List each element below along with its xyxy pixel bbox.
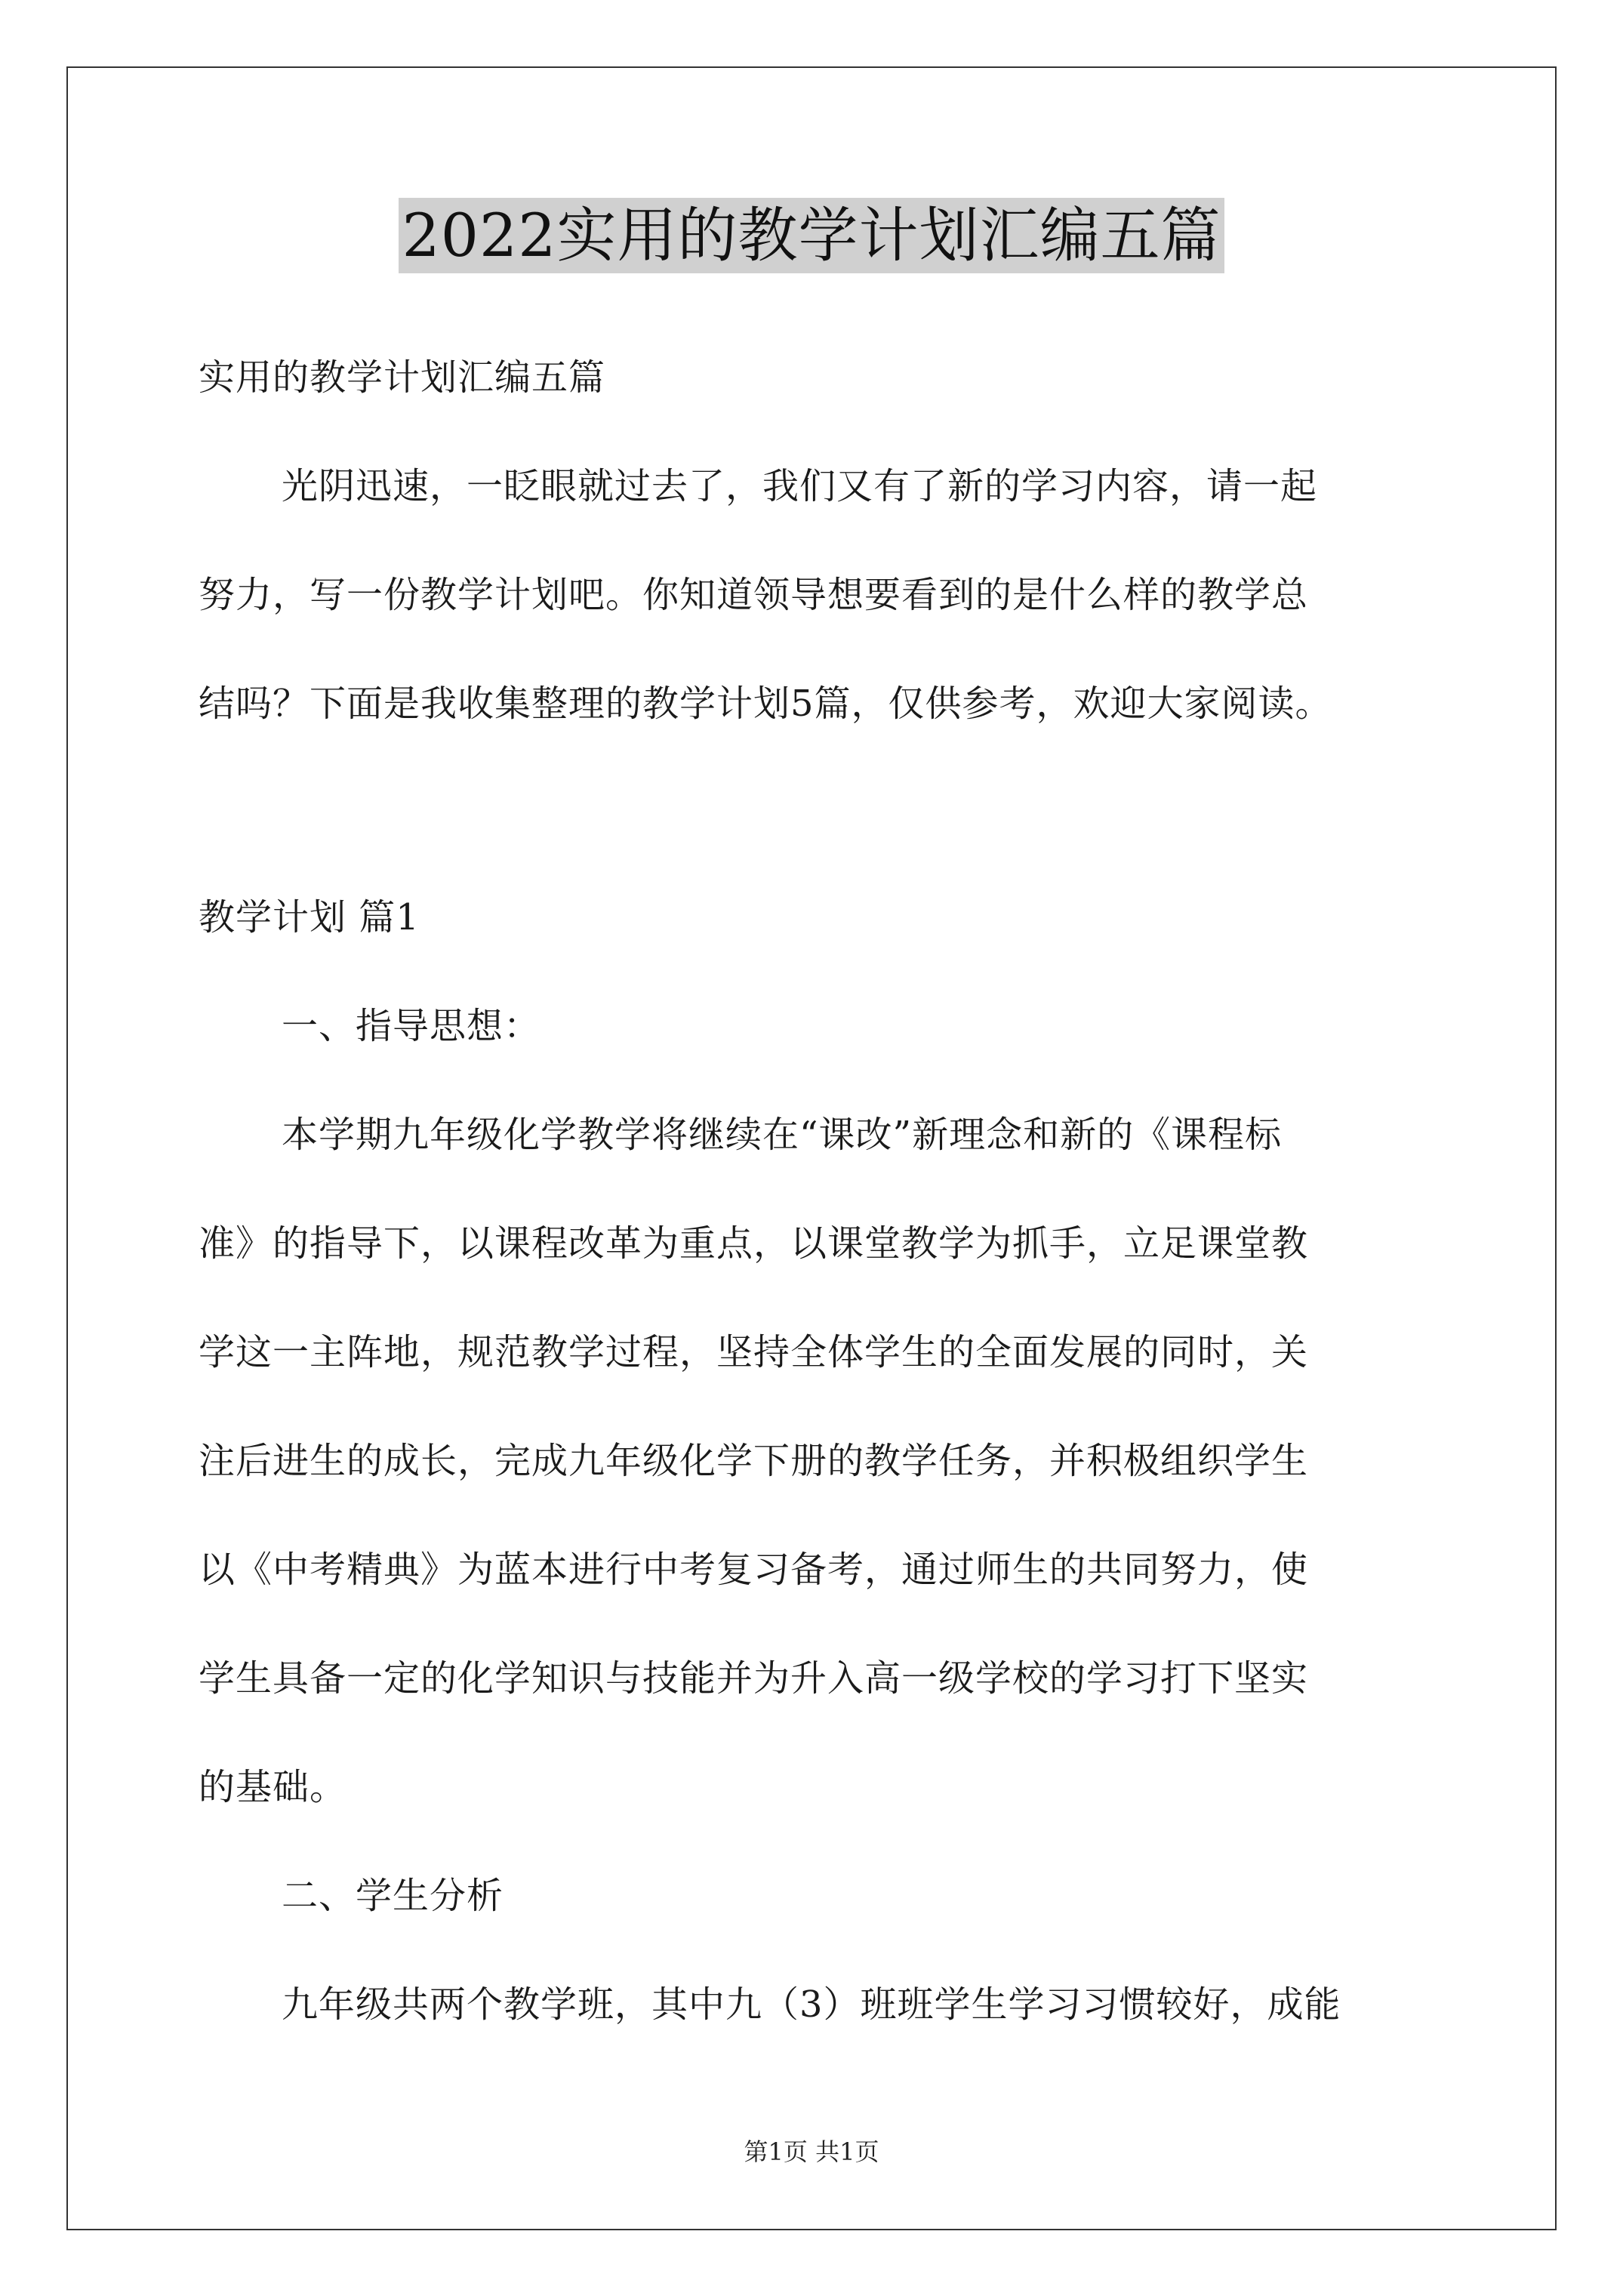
section-heading: 教学计划 篇1 <box>199 896 420 938</box>
title-container <box>0 198 1623 273</box>
part1-line-7: 的基础。 <box>199 1766 347 1808</box>
intro-line-1: 光阴迅速，一眨眼就过去了，我们又有了新的学习内容，请一起 <box>282 465 1318 507</box>
page-footer: 第1页 共1页 <box>744 2137 879 2166</box>
part1-line-5: 以《中考精典》为蓝本进行中考复习备考，通过师生的共同努力，使 <box>199 1549 1309 1591</box>
intro-line-2: 努力，写一份教学计划吧。你知道领导想要看到的是什么样的教学总 <box>199 574 1309 616</box>
part1-line-4: 注后进生的成长，完成九年级化学下册的教学任务，并积极组织学生 <box>199 1440 1309 1482</box>
part1-heading: 一、指导思想： <box>282 1005 541 1047</box>
part1-line-3: 学这一主阵地，规范教学过程，坚持全体学生的全面发展的同时，关 <box>199 1331 1309 1373</box>
document-title: 2022实用的教学计划汇编五篇 <box>399 198 1224 273</box>
part2-line-1: 九年级共两个教学班，其中九（3）班班学生学习习惯较好，成能 <box>282 1983 1341 2026</box>
document-subtitle: 实用的教学计划汇编五篇 <box>199 356 606 399</box>
intro-line-3: 结吗？下面是我收集整理的教学计划5篇，仅供参考，欢迎大家阅读。 <box>199 683 1332 725</box>
part2-heading: 二、学生分析 <box>282 1875 504 1917</box>
part1-line-2: 准》的指导下，以课程改革为重点，以课堂教学为抓手，立足课堂教 <box>199 1222 1309 1265</box>
part1-line-6: 学生具备一定的化学知识与技能并为升入高一级学校的学习打下坚实 <box>199 1657 1309 1700</box>
part1-line-1: 本学期九年级化学教学将继续在“课改”新理念和新的《课程标 <box>282 1114 1283 1156</box>
